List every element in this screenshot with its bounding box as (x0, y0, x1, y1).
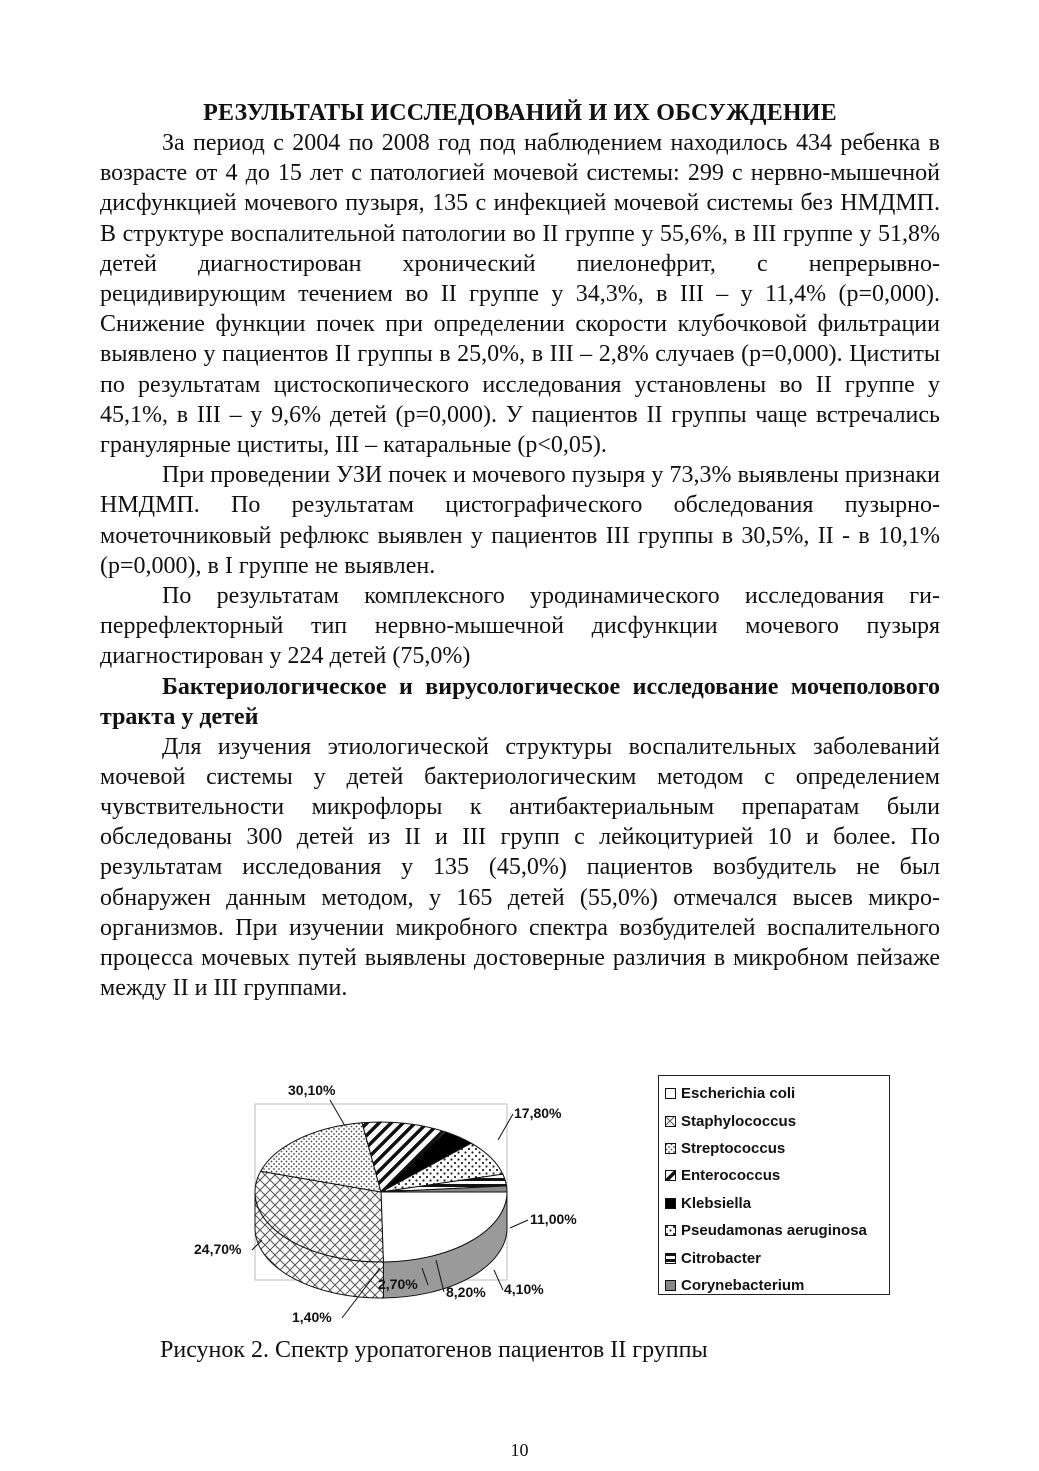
legend-swatch (665, 1198, 676, 1209)
legend-swatch (665, 1088, 676, 1099)
legend-swatch (665, 1170, 676, 1181)
data-label: 24,70% (194, 1241, 242, 1257)
legend-swatch (665, 1280, 676, 1291)
paragraph-1: За период с 2004 по 2008 год под наблюдением находилось 434 ребенка в возрасте от 4 до 15 лет с патологией мочевой системы: 299 с нервно-мышечной дисфункцией мочевого пузыря, 135 с инфекцией мочевой системы без НМДМП. В структуре воспалительной патологии во II группе у 55,6%, в III группе у 51,8% детей диагностирован хронический пиелонефрит, с непрерывно-рецидивирующим течением во II группе у 34,3%, в III – у 11,4% (р=0,000). Снижение функции почек при определении скорости клубочковой фильтрации выявлено у пациентов II группы в 25,0%, в III – 2,8% случаев (р=0,000). Циститы по результатам цистоскопического исследования установлены во II группе у 45,1%, в III – у 9,6% детей (р=0,000). У пациентов II группы чаще встречались гранулярные циститы, III – катаральные (р<0,05). (100, 130, 940, 459)
data-label: 30,10% (288, 1082, 336, 1098)
pie-tops (255, 1122, 507, 1262)
legend-swatch (665, 1116, 676, 1127)
subsection-heading: Бактериологическое и вирусологическое исследование мочеполового тракта у детей (100, 673, 940, 730)
legend-item (665, 1190, 889, 1217)
paragraph-3: По результатам комплексного уродинамического исследования гиперрефлекторный тип нервно-мышечной дисфункции мочевого пузыря диагностирован у 224 детей (75,0%) (100, 583, 940, 670)
pie-chart-figure (180, 1070, 900, 1350)
legend-item (665, 1244, 889, 1271)
legend-item (665, 1107, 889, 1134)
pie-chart (180, 1070, 650, 1350)
legend-swatch (665, 1225, 676, 1236)
paragraph-4: Для изучения этиологической структуры воспалительных заболеваний мочевой системы у детей бактериологическим методом с определением чувствительности микрофлоры к антибактериальным препаратам были обследованы 300 детей из II и III групп с лейкоцитурией 10 и более. По результатам исследования у 135 (45,0%) пациентов возбудитель не был обнаружен данным методом, у 165 детей (55,0%) отмечался высев микроорганизмов. При изучении микробного спектра возбудителей воспалительного процесса мочевых путей выявлены достоверные различия в микробном пейзаже между II и III группами. (100, 733, 940, 1002)
legend-label: Staphylococcus (681, 1112, 797, 1130)
legend-label: Streptococcus (681, 1139, 786, 1157)
legend-item (665, 1217, 889, 1244)
section-heading: РЕЗУЛЬТАТЫ ИССЛЕДОВАНИЙ И ИХ ОБСУЖДЕНИЕ (203, 100, 837, 126)
data-label: 11,00% (530, 1211, 577, 1227)
data-label: 1,40% (292, 1309, 332, 1325)
figure-caption: Рисунок 2. Спектр уропатогенов пациентов II группы (160, 1337, 708, 1363)
legend-item (665, 1080, 889, 1107)
legend-label: Escherichia coli (681, 1085, 796, 1103)
document-page (100, 98, 940, 1003)
data-label: 2,70% (378, 1276, 418, 1292)
data-label: 17,80% (514, 1105, 562, 1121)
legend-label: Klebsiella (681, 1194, 752, 1212)
paragraph-2: При проведении УЗИ почек и мочевого пузыря у 73,3% выявлены признаки НМДМП. По результатам цистографического обследования пузырно-мочеточниковый рефлюкс выявлен у пациентов III группы в 30,5%, II - в 10,1% (р=0,000), в I группе не выявлен. (100, 462, 940, 579)
data-label: 4,10% (504, 1281, 544, 1297)
legend-swatch (665, 1253, 676, 1264)
legend-item (665, 1272, 889, 1299)
data-label: 8,20% (446, 1284, 486, 1300)
legend-swatch (665, 1143, 676, 1154)
chart-legend (658, 1075, 890, 1295)
legend-label: Pseudamonas aeruginosa (681, 1222, 867, 1240)
label-leader-line (498, 1114, 513, 1140)
legend-label: Corynebacterium (681, 1276, 805, 1294)
label-leader-line (510, 1220, 528, 1228)
legend-label: Enterococcus (681, 1167, 781, 1185)
page-number: 10 (510, 1440, 529, 1460)
legend-item (665, 1135, 889, 1162)
legend-item (665, 1162, 889, 1189)
legend-label: Citrobacter (681, 1249, 762, 1267)
